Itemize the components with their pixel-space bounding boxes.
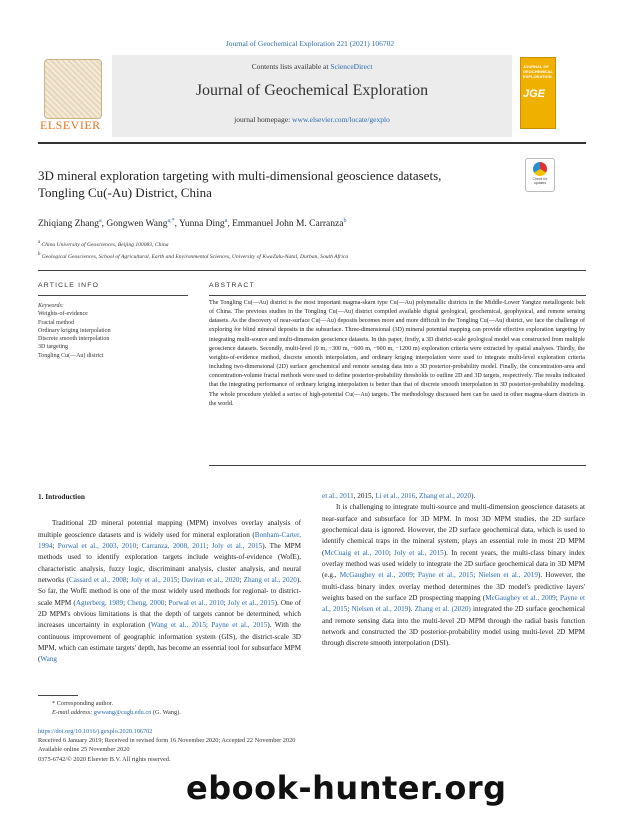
author-affiliation-mark[interactable]: a,* bbox=[167, 218, 175, 224]
body-text: ). bbox=[408, 605, 415, 614]
citation-link[interactable]: Daviran et al., 2020 bbox=[181, 576, 240, 585]
author-name[interactable]: Emmanuel John M. Carranza bbox=[232, 219, 344, 230]
body-column-right bbox=[322, 491, 585, 650]
affiliation: $^b$ Geological Geosciences, School of Agricultural, Earth and Environmental Sciences, University of KwaZulu-Natal, Durban, South Africa bbox=[38, 251, 349, 260]
abstract-text: The Tongling Cu(—Au) district is the most important magma-skarn type Cu(—Au) polymetallic districts in the Middle-Lower Yangtze metallogenic belt of China. The previous studies in the Tongling Cu(—Au) district compiled available digital geological, geochemical, geophysical, and remote sensing datasets. As the discovery of near-surface Cu(—Au) deposits becomes more and more difficult in the Tongling Cu(—Au) district, we face the challenge of exploring for blind mineral deposits in the subsurface. Three-dimensional (3D) mineral potential mapping can provide effective exploration targeting by integrating multi-source and multi-dimension geoscience datasets. In this paper, firstly, a 3D district-scale geological model was constructed from multiple geoscience datasets. Secondly, multi-level (0 m, −300 m, −600 m, −900 m, −1200 m) exploration criteria were extracted by spatial analyses. Thirdly, the weights-of-evidence method, discrete smooth interpolation, and ordinary kriging interpolation were used to integrate multi-level exploration criteria including two-dimensional (2D) surface geochemical and remote sensing data into a 3D posterior-probability model. Finally, the concentration-area and concentration-volume fractal methods were used to define posterior-probability thresholds to outline 2D and 3D targets, respectively. The results indicated that the integrating performance of ordinary kriging interpolation is better than that of discrete smooth interpolation in 3D posterior-probability modeling. The whole procedure yielded a series of high-potential Cu(—Au) targets. The methodology discussed here can be used in other magma-skarn districts in the world. bbox=[209, 300, 585, 407]
crossmark-label: Check for updates bbox=[532, 177, 548, 185]
affiliation: $^a$ China University of Geosciences, Beijing 100083, China bbox=[38, 240, 169, 248]
citation-link[interactable]: Cassard et al., 2008 bbox=[68, 576, 127, 585]
body-text: ; bbox=[126, 576, 131, 585]
author-name[interactable]: Yunna Ding bbox=[179, 219, 225, 230]
citation-link[interactable]: Agterberg, 1989 bbox=[75, 598, 124, 607]
citation-link[interactable]: Payne et al., 2015 bbox=[322, 594, 585, 614]
copyright: 0375-6742/© 2020 Elsevier B.V. All rights reserved. bbox=[38, 755, 171, 763]
citation-link[interactable]: McCuaig et al., 2010 bbox=[324, 548, 389, 557]
body-text: ). However, the multi-class binary index overlay method determines the 3D model's predictive layers' weights based on the surface 2D prospecting mapping ( bbox=[322, 571, 586, 603]
citation-link[interactable]: Nielsen et al., 2019 bbox=[478, 571, 538, 580]
article-info-heading: ARTICLE INFO bbox=[38, 282, 100, 289]
body-text: ; bbox=[473, 571, 479, 580]
body-text: ; bbox=[555, 594, 560, 603]
cover-title: JOURNAL OF GEOCHEMICAL EXPLORATION bbox=[523, 64, 553, 79]
body-text: ; bbox=[136, 542, 142, 551]
journal-title: Journal of Geochemical Exploration bbox=[195, 82, 429, 99]
citation-link[interactable]: Joly et al., 2015 bbox=[130, 576, 178, 585]
body-text: ). One of 2D MPM's obvious limitations is that the depth of targets cannot be determined, which increases uncertainty in exploration ( bbox=[38, 598, 301, 630]
body-text: ). bbox=[471, 492, 476, 500]
body-text: ; bbox=[412, 571, 418, 580]
email-note: E-mail address: gwwang@cugb.edu.cn (G. Wang). bbox=[52, 709, 181, 717]
body-text: Traditional 2D mineral potential mapping (MPM) involves overlay analysis of multiple geoscience datasets and is widely used for mineral exploration ( bbox=[38, 519, 301, 539]
body-text: ; bbox=[52, 542, 58, 551]
author-list: Zhiqiang Zhang$^a$, Gongwen Wang$^{a,*}$, Yunna Ding$^a$, Emmanuel John M. Carranza$^b$ bbox=[38, 218, 347, 230]
citation-link[interactable]: Carranza, 2008, 2011 bbox=[141, 542, 207, 551]
intro-paragraph bbox=[38, 518, 301, 665]
citation-link[interactable]: McGaughey et al., 2009 bbox=[485, 594, 556, 603]
keyword: 3D targeting bbox=[38, 344, 69, 351]
citation-link[interactable]: Payne et al., 2015 bbox=[211, 621, 268, 630]
body-text: ; bbox=[177, 576, 182, 585]
journal-banner bbox=[112, 55, 512, 137]
cover-abbrev: JGE bbox=[523, 88, 546, 100]
keyword: Fractal method bbox=[38, 319, 75, 326]
keyword: Weights-of-evidence bbox=[38, 311, 88, 318]
article-title: 3D mineral exploration targeting with multi-dimensional geoscience datasets, Tongling Cu(-Au) District, China bbox=[38, 168, 442, 200]
tree-icon bbox=[44, 59, 102, 119]
keywords-block bbox=[38, 302, 188, 360]
body-text: ; bbox=[123, 598, 128, 607]
citation-link[interactable]: Joly et al., 2015 bbox=[394, 548, 444, 557]
citation-link[interactable]: Li et al., 2016 bbox=[375, 492, 416, 500]
watermark-text: ebook-hunter.org bbox=[186, 769, 507, 807]
homepage-link[interactable]: www.elsevier.com/locate/gexplo bbox=[292, 115, 390, 124]
sciencedirect-link[interactable]: ScienceDirect bbox=[330, 62, 373, 71]
body-text: ). In recent years, the multi-class binary index overlay method was used widely to integrate the 2D surface geochemical data in 3D MPM (e.g., bbox=[322, 548, 586, 580]
citation-link[interactable]: Wang et al., 2015 bbox=[150, 621, 206, 630]
citation-link[interactable]: Cheng, 2000 bbox=[127, 598, 165, 607]
citation-link[interactable]: Zhang et al., 2020 bbox=[418, 492, 472, 500]
author-affiliation-mark[interactable]: a bbox=[98, 218, 102, 224]
received-dates: Received 6 January 2019; Received in revised form 16 November 2020; Accepted 22 November 2020 bbox=[38, 737, 296, 745]
body-text: ; bbox=[223, 598, 228, 607]
body-text: ; bbox=[347, 605, 352, 614]
crossmark-badge[interactable] bbox=[525, 158, 555, 192]
journal-homepage: journal homepage: www.elsevier.com/locate/gexplo bbox=[234, 115, 390, 124]
masthead bbox=[38, 55, 586, 137]
citation-link[interactable]: Wang bbox=[40, 655, 57, 664]
keyword: Tongling Cu(—Au) district bbox=[38, 352, 104, 359]
citation-link[interactable]: Zhang et al., 2020 bbox=[243, 576, 297, 585]
citation-link[interactable]: Joly et al., 2015 bbox=[227, 598, 275, 607]
author-affiliation-mark[interactable]: b bbox=[343, 218, 347, 224]
keywords-label: Keywords: bbox=[38, 303, 64, 309]
abstract-heading: ABSTRACT bbox=[209, 282, 255, 289]
section-heading: 1. Introduction bbox=[38, 492, 85, 501]
body-text: , bbox=[415, 492, 419, 500]
journal-cover-thumbnail[interactable] bbox=[520, 57, 556, 129]
affiliations bbox=[38, 238, 348, 262]
journal-reference[interactable]: Journal of Geochemical Exploration 221 (2021) 106702 bbox=[225, 39, 395, 48]
crossmark-icon bbox=[533, 162, 547, 176]
citation-link[interactable]: McGaughey et al., 2009 bbox=[339, 571, 413, 580]
citation-link[interactable]: Payne et al., 2015 bbox=[418, 571, 474, 580]
citation-link[interactable]: et al., 2011 bbox=[322, 492, 354, 500]
citation-link[interactable]: Porwal et al., 2003, 2010 bbox=[57, 542, 137, 551]
section-divider bbox=[38, 270, 586, 271]
body-text: integrated the 2D surface geochemical and remote sensing data into the multi-level 2D MPM through the radial basis function network and constructed the 3D posterior-probability model using multi-level 2D MPM through discrete smooth interpolation (DSI). bbox=[322, 605, 585, 648]
publication-info bbox=[38, 727, 295, 764]
author-affiliation-mark[interactable]: a bbox=[224, 218, 228, 224]
body-text: ; bbox=[388, 548, 395, 557]
author-name[interactable]: Gongwen Wang bbox=[106, 219, 168, 230]
citation-link[interactable]: Nielsen et al., 2019 bbox=[351, 605, 409, 614]
body-text: , 2015, bbox=[353, 492, 376, 500]
elsevier-logo[interactable] bbox=[38, 59, 106, 133]
article-info-rule bbox=[38, 295, 188, 296]
citation-link[interactable]: Porwal et al., 2010 bbox=[168, 598, 224, 607]
body-text: ). So far, the WofE method is one of the most widely used methods for regional- to district-scale MPM ( bbox=[38, 576, 302, 607]
corresponding-author-note: * Corresponding author. bbox=[52, 700, 114, 707]
body-text: ; bbox=[164, 598, 169, 607]
abstract-end-rule bbox=[209, 465, 586, 466]
body-column-left bbox=[38, 491, 301, 666]
citation-link[interactable]: Joly et al., 2015 bbox=[211, 542, 263, 551]
header-rule bbox=[38, 142, 586, 144]
citation-link[interactable]: Bonham-Carter, 1994 bbox=[38, 530, 301, 551]
email-link[interactable]: gwwang@cugb.edu.cn bbox=[93, 709, 152, 717]
keyword: Discrete smooth interpolation bbox=[38, 336, 110, 343]
contents-line: Contents lists available at ScienceDirect bbox=[251, 62, 373, 71]
available-online: Available online 25 November 2020 bbox=[38, 746, 130, 754]
body-text: ; bbox=[239, 576, 244, 585]
intro-paragraph bbox=[322, 502, 585, 649]
intro-paragraph-continued bbox=[322, 491, 585, 502]
elsevier-wordmark: ELSEVIER bbox=[40, 118, 101, 132]
author-name[interactable]: Zhiqiang Zhang bbox=[38, 219, 99, 230]
citation-link[interactable]: Zhang et al. (2020) bbox=[414, 605, 471, 614]
abstract-rule bbox=[209, 295, 586, 296]
keyword: Ordinary kriging interpolation bbox=[38, 327, 111, 334]
body-text: ; bbox=[205, 621, 212, 630]
body-text: ; bbox=[206, 542, 212, 551]
doi-link[interactable]: https://doi.org/10.1016/j.gexplo.2020.106702 bbox=[38, 728, 153, 735]
footnotes bbox=[38, 699, 181, 718]
body-text: It is challenging to integrate multi-source and multi-dimension geoscience datasets at near-surface and subsurface for 3D MPM. In most 3D MPM studies, the 2D surface geochemical data is ignored. However, the 2D surface geochemical data, which is used to identify chemical traps in the mineral system, plays an essential role in most 2D MPM ( bbox=[322, 503, 585, 557]
body-text: ). The MPM methods used to identify exploration targets include weights-of-evidence (WofE), characteristic analysis, fuzzy logic, discriminant analysis, cluster analysis, and neural networks ( bbox=[38, 542, 302, 585]
footnote-rule bbox=[38, 695, 78, 696]
body-text: ). With the continuous improvement of geographic information system (GIS), the district-scale 3D MPM, which can estimate targets' depth, has become an essential tool for subsurface MPM ( bbox=[38, 621, 301, 664]
